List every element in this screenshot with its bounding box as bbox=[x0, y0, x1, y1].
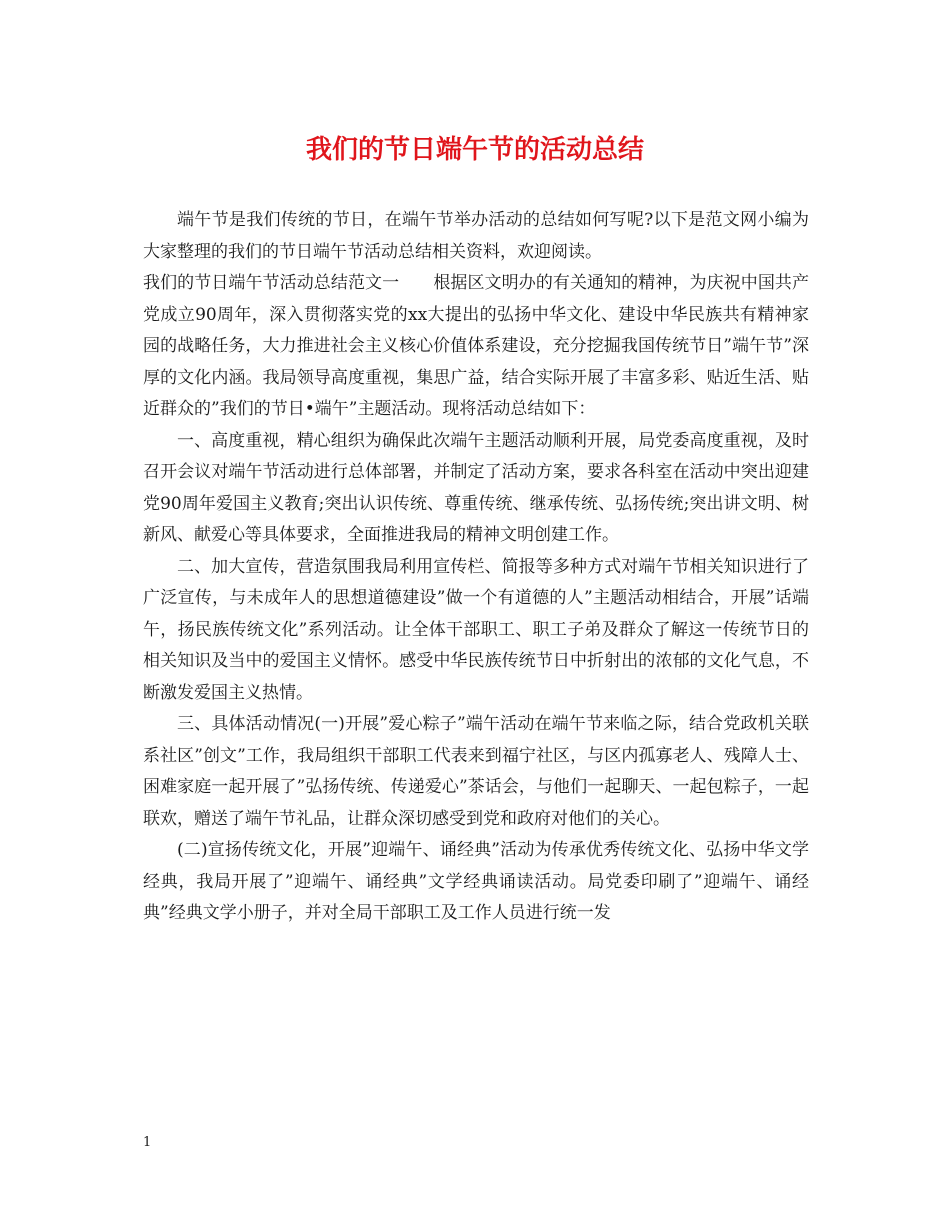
page-number: 1 bbox=[143, 1135, 152, 1150]
document-title: 我们的节日端午节的活动总结 bbox=[305, 135, 644, 165]
paragraph-section-two: 二、加大宣传，营造氛围我局利用宣传栏、简报等多种方式对端午节相关知识进行了广泛宣传，与未成年人的思想道德建设”做一个有道德的人”主题活动相结合，开展”话端午，扬民族传统文化”系列活动。让全体干部职工、职工子弟及群众了解这一传统节日的相关知识及当中的爱国主义情怀。感受中华民族传统节日中折射出的浓郁的文化气息，不断激发爱国主义热情。 bbox=[143, 556, 809, 703]
document-body bbox=[143, 205, 809, 930]
paragraph-section-three-two: (二)宣扬传统文化，开展”迎端午、诵经典”活动为传承优秀传统文化、弘扬中华文学经典，我局开展了”迎端午、诵经典”文学经典诵读活动。局党委印刷了”迎端午、诵经典”经典文学小册子，并对全局干部职工及工作人员进行统一发 bbox=[143, 840, 809, 923]
paragraph-section-three: 三、具体活动情况(一)开展”爱心粽子”端午活动在端午节来临之际，结合党政机关联系社区”创文”工作，我局组织干部职工代表来到福宁社区，与区内孤寡老人、残障人士、困难家庭一起开展了”弘扬传统、传递爱心”茶话会，与他们一起聊天、一起包粽子，一起联欢，赠送了端午节礼品，让群众深切感受到党和政府对他们的关心。 bbox=[143, 714, 809, 829]
paragraph-section-one: 一、高度重视，精心组织为确保此次端午主题活动顺利开展，局党委高度重视，及时召开会议对端午节活动进行总体部署，并制定了活动方案，要求各科室在活动中突出迎建党90周年爱国主义教育;突出认识传统、尊重传统、继承传统、弘扬传统;突出讲文明、树新风、献爱心等具体要求，全面推进我局的精神文明创建工作。 bbox=[143, 430, 809, 545]
paragraph-intro: 端午节是我们传统的节日，在端午节举办活动的总结如何写呢?以下是范文网小编为大家整理的我们的节日端午节活动总结相关资料，欢迎阅读。 bbox=[143, 210, 809, 262]
paragraph-sample-one: 我们的节日端午节活动总结范文一 根据区文明办的有关通知的精神，为庆祝中国共产党成立90周年，深入贯彻落实党的xx大提出的弘扬中华文化、建设中华民族共有精神家园的战略任务，大力推进社会主义核心价值体系建设，充分挖掘我国传统节日”端午节”深厚的文化内涵。我局领导高度重视，集思广益，结合实际开展了丰富多彩、贴近生活、贴近群众的”我们的节日•端午”主题活动。现将活动总结如下： bbox=[143, 273, 809, 419]
